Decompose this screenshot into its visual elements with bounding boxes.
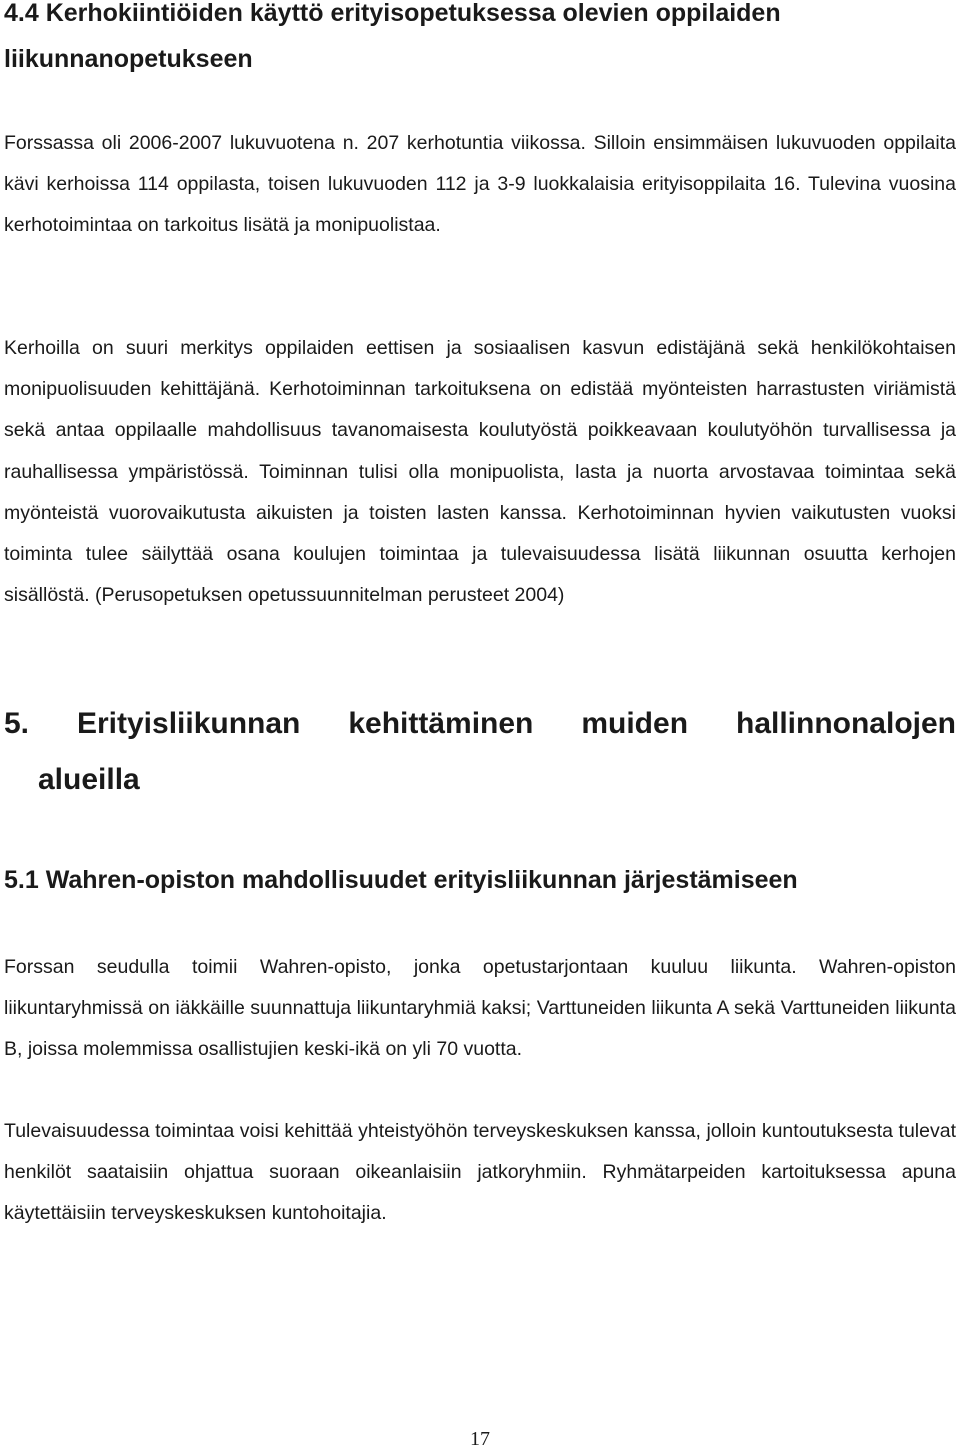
chapter-heading-5-line-1: 5. Erityisliikunnan kehittäminen muiden hallinnonalojen xyxy=(4,707,956,740)
paragraph-kerhotunnit: Forssassa oli 2006-2007 lukuvuotena n. 207 kerhotuntia viikossa. Silloin ensimmäisen lukuvuoden oppilaita kävi kerhoissa 114 oppilasta, toisen lukuvuoden 112 ja 3-9 luokkalaisia erityisoppilaita 16. Tulevina vuosina kerhotoimintaa on tarkoitus lisätä ja monipuolistaa. xyxy=(4,132,956,237)
paragraph-kerhojen-merkitys: Kerhoilla on suuri merkitys oppilaiden eettisen ja sosiaalisen kasvun edistäjänä sekä henkilökohtaisen monipuolisuuden kehittäjänä. Kerhotoiminnan tarkoituksena on edistää myönteisten harrastusten viriämistä sekä antaa oppilaalle mahdollisuus tavanomaisesta koulutyöstä poikkeavaan koulutyöhön turvallisessa ja rauhallisessa ympäristössä. Toiminnan tulisi olla monipuolista, lasta ja nuorta arvostavaa toimintaa sekä myönteistä vuorovaikutusta aikuisten ja toisten lasten kanssa. Kerhotoiminnan hyvien vaikutusten vuoksi toiminta tulee säilyttää osana koulujen toimintaa ja tulevaisuudessa lisätä liikunnan osuutta kerhojen sisällöstä. (Perusopetuksen opetussuunnitelman perusteet 2004) xyxy=(4,337,956,607)
chapter-heading-5 xyxy=(4,696,956,808)
paragraph-tulevaisuus: Tulevaisuudessa toimintaa voisi kehittää yhteistyöhön terveyskeskuksen kanssa, jolloin kuntoutuksesta tulevat henkilöt saataisiin ohjattua suoraan oikeanlaisiin jatkoryhmiin. Ryhmätarpeiden kartoituksessa apuna käytettäisiin terveyskeskuksen kuntohoitajia. xyxy=(4,1120,956,1225)
section-heading-5-1: 5.1 Wahren-opiston mahdollisuudet erityisliikunnan järjestämiseen xyxy=(4,866,798,894)
page-number: 17 xyxy=(470,1428,490,1450)
chapter-heading-5-line-2: alueilla xyxy=(38,763,140,796)
section-heading-4-4: 4.4 Kerhokiintiöiden käyttö erityisopetuksessa olevien oppilaiden liikunnanopetukseen xyxy=(4,0,781,73)
paragraph-wahren-opisto: Forssan seudulla toimii Wahren-opisto, jonka opetustarjontaan kuuluu liikunta. Wahren-opiston liikuntaryhmissä on iäkkäille suunnattuja liikuntaryhmiä kaksi; Varttuneiden liikunta A sekä Varttuneiden liikunta B, joissa molemmissa osallistujien keski-ikä on yli 70 vuotta. xyxy=(4,956,956,1061)
